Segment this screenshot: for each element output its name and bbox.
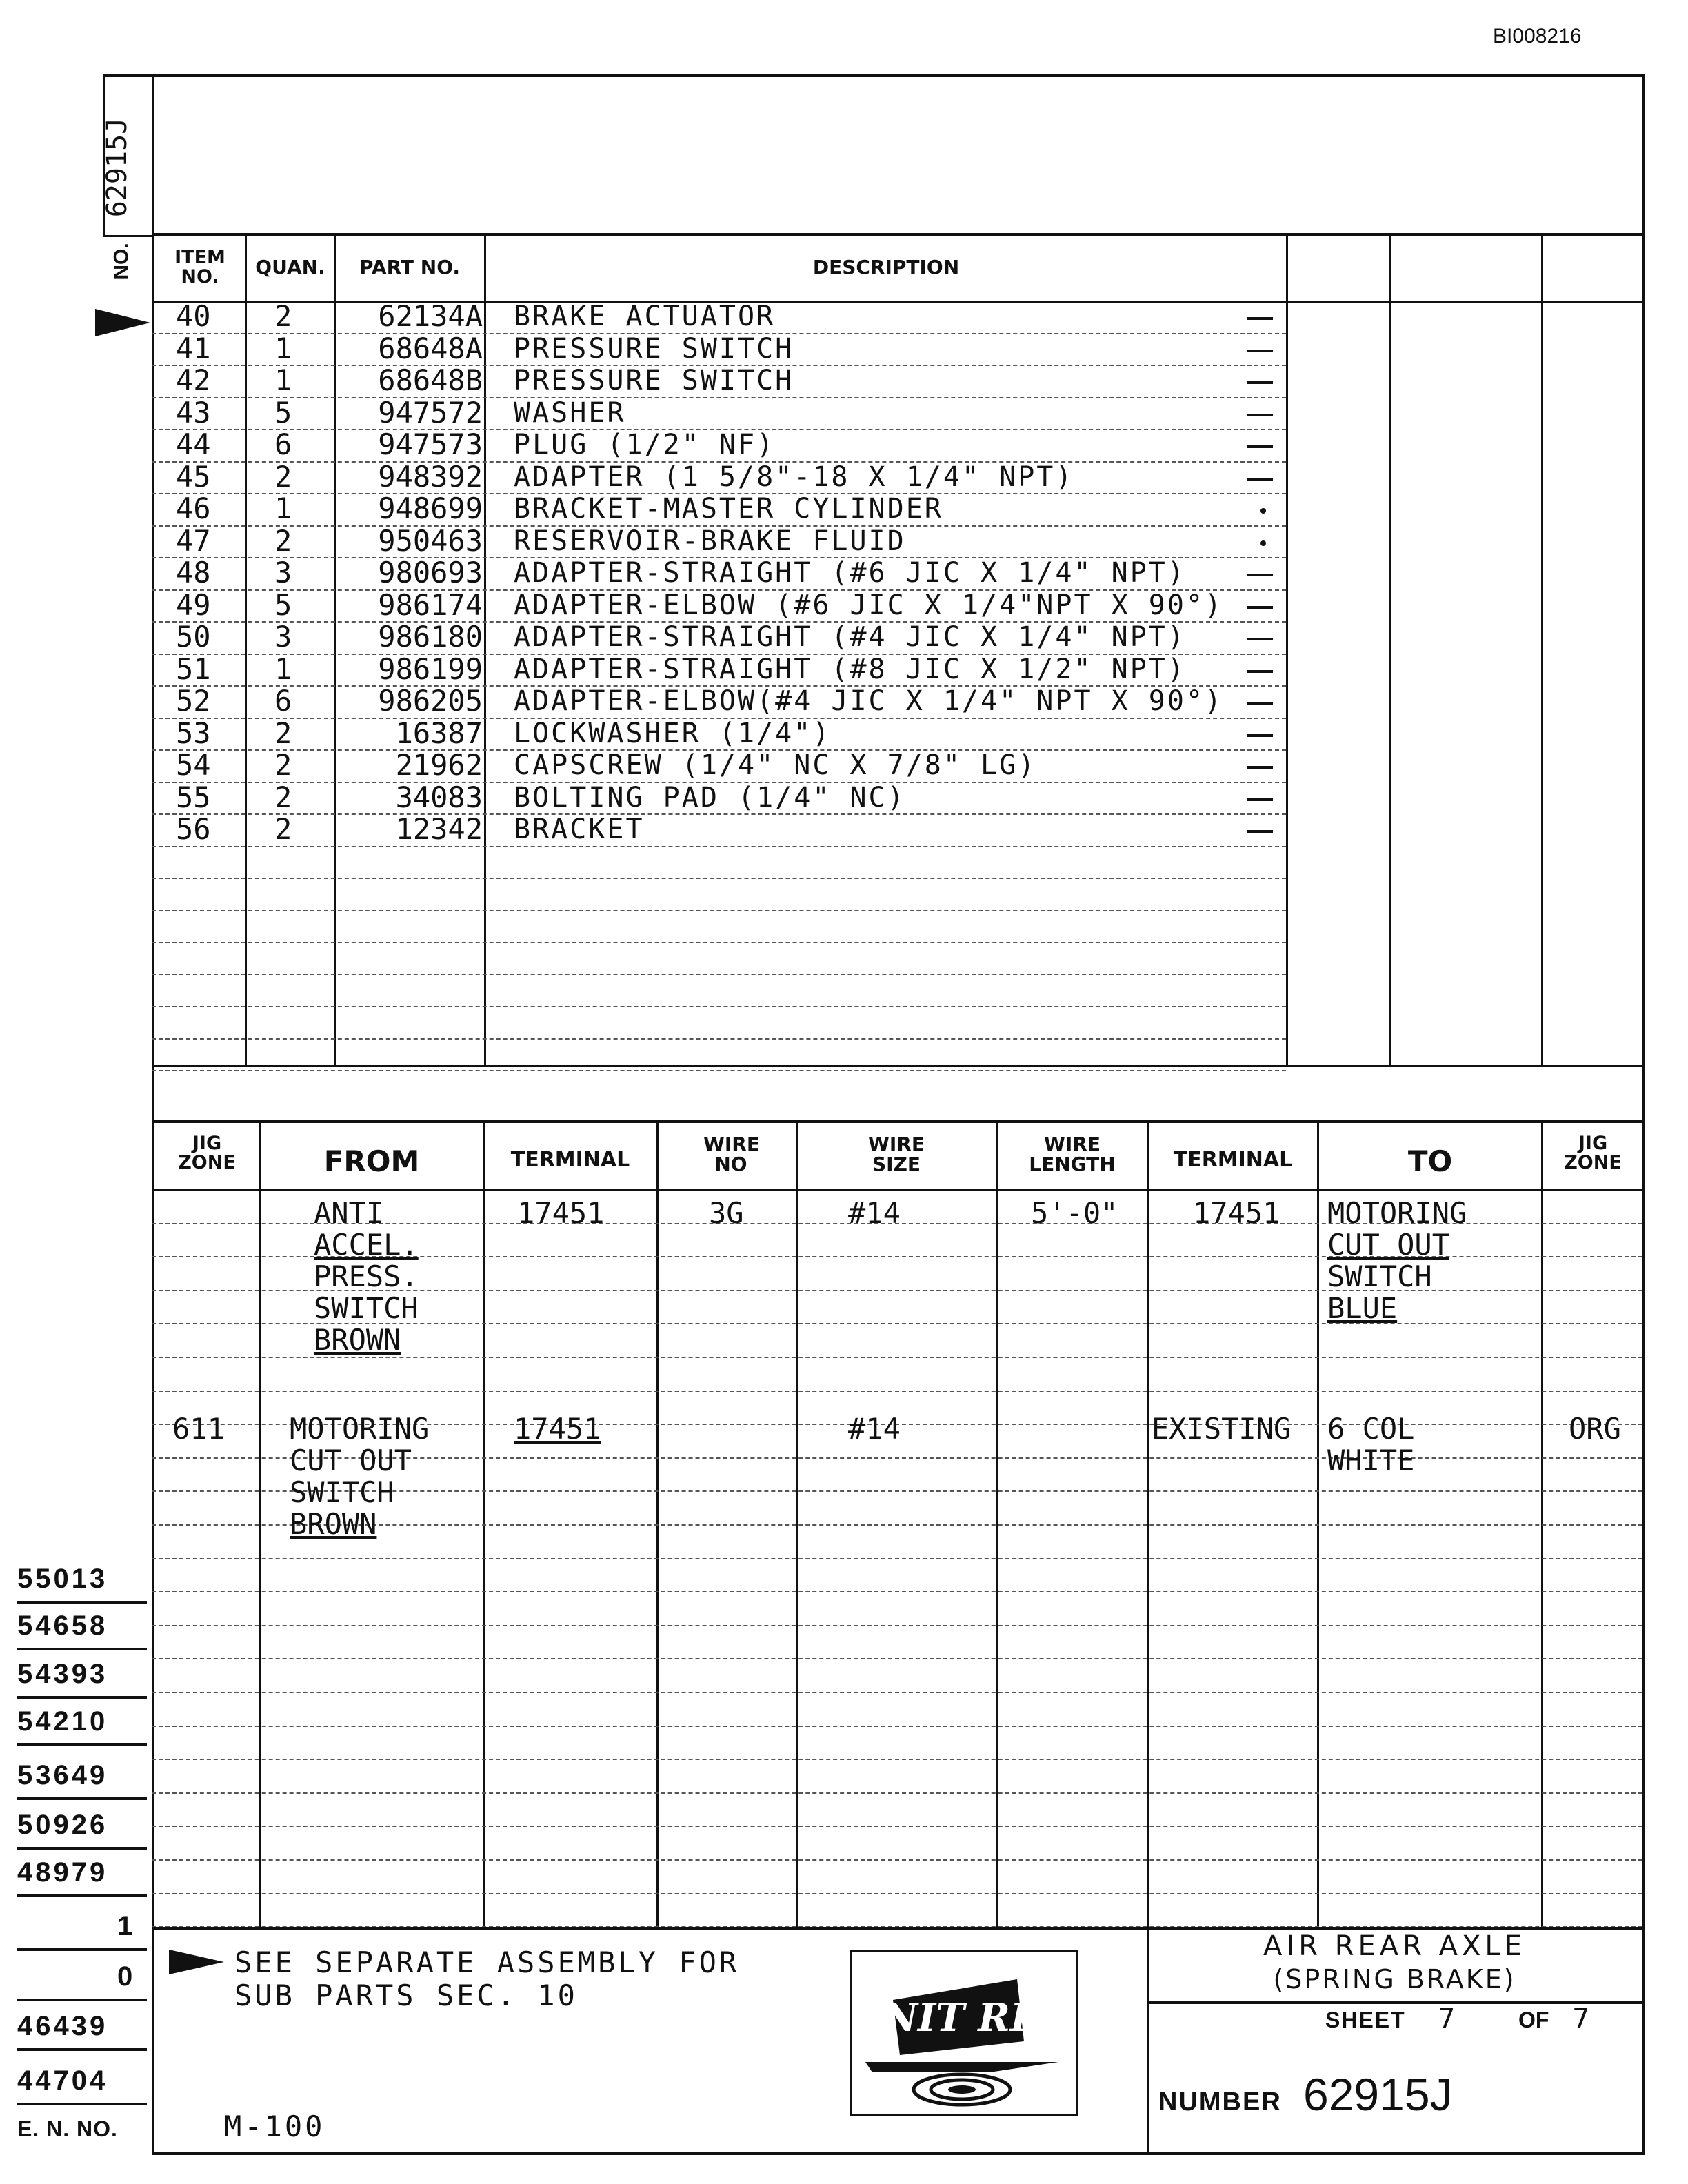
parts-row-line [152, 910, 1286, 911]
part-item-no: 48 [176, 556, 211, 589]
wire-2-from-2: SWITCH [290, 1475, 394, 1509]
parts-row-line [152, 1070, 1286, 1071]
part-quantity: 6 [274, 427, 292, 461]
part-number: 948699 [378, 492, 483, 525]
wire-row-line [152, 1726, 1642, 1727]
parts-row-line [152, 942, 1286, 943]
part-mark-dash [1247, 702, 1273, 705]
part-description: BRAKE ACTUATOR [514, 301, 776, 332]
wire-row-line [152, 1625, 1642, 1626]
eng-number: 54393 [17, 1659, 108, 1689]
eng-number: 0 [117, 1961, 136, 1992]
eng-number-line [17, 1847, 147, 1850]
eng-number: 48979 [17, 1857, 108, 1888]
number-label: NUMBER [1158, 2087, 1282, 2116]
eng-number: 50926 [17, 1810, 108, 1840]
part-quantity: 3 [274, 620, 292, 654]
col-header-to: TO [1407, 1144, 1453, 1178]
part-description: RESERVOIR-BRAKE FLUID [514, 525, 906, 557]
part-quantity: 3 [274, 556, 292, 589]
eng-number: 44704 [17, 2065, 108, 2096]
col-header-quan: QUAN. [255, 256, 325, 279]
part-number: 948392 [378, 459, 483, 494]
wire-row-line [152, 1558, 1642, 1559]
part-quantity: 1 [274, 363, 292, 397]
col-header-jig-zone-right: JIG ZONE [1564, 1133, 1622, 1174]
part-item-no: 54 [176, 748, 211, 782]
wire-2-terminal-right: EXISTING [1152, 1412, 1292, 1446]
part-description: PLUG (1/2" NF) [514, 429, 776, 461]
part-item-no: 53 [176, 716, 211, 750]
part-quantity: 5 [274, 587, 292, 622]
col-header-description: DESCRIPTION [812, 256, 960, 279]
sheet-of-label: OF [1518, 2008, 1549, 2032]
part-quantity: 6 [274, 684, 292, 718]
unit-rig-logo-graphic [852, 1952, 1076, 2114]
part-description: WASHER [514, 396, 626, 429]
part-description: PRESSURE SWITCH [514, 365, 794, 396]
part-mark-dash [1247, 734, 1273, 737]
wire-2-terminal-left: 17451 [514, 1412, 601, 1446]
eng-number-line [17, 1797, 147, 1800]
part-number: 947573 [378, 427, 483, 461]
part-quantity: 2 [274, 780, 292, 814]
part-item-no: 41 [176, 331, 211, 365]
parts-row-line [152, 397, 1286, 398]
wire-2-from-1: CUT OUT [290, 1444, 412, 1477]
part-item-no: 40 [176, 299, 211, 333]
part-number: 980693 [378, 556, 483, 589]
drawing-number: 62915J [1303, 2069, 1453, 2120]
part-quantity: 2 [274, 299, 292, 333]
wire-1-from-3: SWITCH [314, 1291, 419, 1325]
note-line-1: SEE SEPARATE ASSEMBLY FOR [234, 1945, 740, 1979]
wire-1-wire-size: #14 [848, 1196, 901, 1230]
part-description: ADAPTER (1 5/8"-18 X 1/4" NPT) [514, 461, 1074, 493]
part-number: 986180 [378, 620, 483, 654]
parts-rows [152, 299, 1286, 1060]
parts-row-line [152, 1006, 1286, 1007]
wire-1-from-2: PRESS. [314, 1260, 419, 1293]
parts-row-line [152, 974, 1286, 975]
part-mark-dot [1260, 540, 1266, 546]
part-description: PRESSURE SWITCH [514, 332, 794, 365]
form-number: M-100 [224, 2110, 325, 2143]
part-item-no: 42 [176, 363, 211, 397]
wire-row-line [152, 1792, 1642, 1794]
part-description: BRACKET-MASTER CYLINDER [514, 493, 943, 525]
wire-1-wire-length: 5'-0" [1031, 1196, 1118, 1230]
part-number: 950463 [378, 523, 483, 558]
part-mark-dash [1247, 766, 1273, 769]
wire-1-terminal-right: 17451 [1193, 1196, 1280, 1230]
part-description: ADAPTER-STRAIGHT (#8 JIC X 1/2" NPT) [514, 653, 1186, 685]
part-quantity: 2 [274, 459, 292, 494]
eng-number-line [17, 2048, 147, 2051]
part-number: 986174 [378, 587, 483, 622]
part-description: ADAPTER-ELBOW (#6 JIC X 1/4"NPT X 90°) [514, 589, 1224, 621]
wire-1-from-0: ANTI [314, 1196, 384, 1230]
eno-label: E. N. NO. [17, 2116, 118, 2141]
wire-row-line [152, 1859, 1642, 1861]
wire-1-from-4: BROWN [314, 1323, 401, 1357]
col-header-wire-no: WIRE NO [703, 1133, 760, 1176]
col-header-jig-zone-left: JIG ZONE [178, 1133, 236, 1174]
eng-number: 55013 [17, 1564, 108, 1594]
col-header-terminal-left: TERMINAL [510, 1148, 630, 1172]
part-number: 986199 [378, 651, 483, 686]
wire-row-line [152, 1391, 1642, 1392]
part-description: ADAPTER-STRAIGHT (#6 JIC X 1/4" NPT) [514, 557, 1186, 589]
parts-row-line [152, 846, 1286, 847]
part-quantity: 5 [274, 395, 292, 429]
part-mark-dash [1247, 798, 1273, 801]
part-quantity: 2 [274, 716, 292, 750]
part-description: ADAPTER-STRAIGHT (#4 JIC X 1/4" NPT) [514, 621, 1186, 653]
wire-2-wire-size: #14 [848, 1412, 901, 1446]
part-number: 34083 [395, 780, 483, 814]
eng-number-line [17, 1648, 147, 1650]
part-description: CAPSCREW (1/4" NC X 7/8" LG) [514, 749, 1037, 781]
wire-2-to-0: 6 COL [1327, 1412, 1415, 1446]
part-item-no: 43 [176, 395, 211, 429]
part-description: LOCKWASHER (1/4") [514, 717, 832, 749]
title-line-2: (SPRING BRAKE) [1273, 1964, 1516, 1994]
side-label: NO. [110, 243, 133, 280]
eng-number-line [17, 1743, 147, 1746]
col-header-terminal-right: TERMINAL [1173, 1148, 1293, 1172]
wire-2-from-0: MOTORING [290, 1412, 430, 1446]
part-item-no: 50 [176, 620, 211, 654]
part-quantity: 2 [274, 523, 292, 558]
part-item-no: 47 [176, 523, 211, 558]
eng-number: 53649 [17, 1760, 108, 1790]
part-number: 12342 [395, 812, 483, 846]
wire-1-to-0: MOTORING [1327, 1196, 1467, 1230]
wire-2-jig-zone-left: 611 [172, 1412, 225, 1446]
wire-1-to-1: CUT OUT [1327, 1228, 1450, 1262]
eng-number-line [17, 1696, 147, 1699]
part-mark-dash [1247, 830, 1273, 833]
part-number: 68648A [378, 331, 483, 365]
wire-1-from-1: ACCEL. [314, 1228, 419, 1262]
wire-2-from-3: BROWN [290, 1507, 377, 1541]
wire-row-line [152, 1357, 1642, 1358]
part-quantity: 1 [274, 492, 292, 525]
wire-1-wire-no: 3G [709, 1196, 744, 1230]
col-header-wire-size: WIRE SIZE [868, 1133, 925, 1176]
part-number: 68648B [378, 363, 483, 397]
eng-number-line [17, 1894, 147, 1897]
wire-row-line [152, 1759, 1642, 1760]
part-number: 16387 [395, 716, 483, 750]
parts-row-line [152, 813, 1286, 815]
sheet-label: SHEET [1325, 2008, 1406, 2032]
unit-rig-logo [850, 1950, 1078, 2116]
sheet-number: 7 [1438, 2003, 1456, 2035]
part-quantity: 1 [274, 651, 292, 686]
part-mark-dot [1260, 508, 1266, 514]
eng-number-line [17, 1601, 147, 1604]
wire-table [152, 1120, 1642, 1927]
part-item-no: 44 [176, 427, 211, 461]
part-mark-dash [1247, 445, 1273, 448]
wire-2-to-1: WHITE [1327, 1444, 1415, 1477]
part-quantity: 2 [274, 812, 292, 846]
part-number: 62134A [378, 299, 483, 333]
parts-row-line [152, 878, 1286, 879]
part-number: 947572 [378, 395, 483, 429]
part-mark-dash [1247, 317, 1273, 320]
part-quantity: 1 [274, 331, 292, 365]
eng-number: 46439 [17, 2011, 108, 2041]
part-item-no: 49 [176, 587, 211, 622]
part-mark-dash [1247, 414, 1273, 416]
part-mark-dash [1247, 381, 1273, 384]
part-description: ADAPTER-ELBOW(#4 JIC X 1/4" NPT X 90°) [514, 685, 1224, 717]
wire-row-line [152, 1893, 1642, 1894]
eng-number: 54658 [17, 1610, 108, 1641]
logo-text: UNIT RIG [852, 1995, 1061, 2041]
part-description: BOLTING PAD (1/4" NC) [514, 781, 906, 813]
parts-row-line [152, 1038, 1286, 1040]
wire-row-line [152, 1692, 1642, 1693]
note-arrow-icon [169, 1950, 224, 1974]
col-header-wire-length: WIRE LENGTH [1029, 1133, 1116, 1176]
part-mark-dash [1247, 638, 1273, 640]
part-mark-dash [1247, 606, 1273, 609]
wire-1-to-3: BLUE [1327, 1291, 1398, 1325]
title-line-1: AIR REAR AXLE [1263, 1930, 1526, 1962]
wire-1-terminal-left: 17451 [517, 1196, 605, 1230]
part-item-no: 52 [176, 684, 211, 718]
wire-2-jig-zone-right: ORG [1569, 1412, 1621, 1446]
part-item-no: 46 [176, 492, 211, 525]
part-mark-dash [1247, 670, 1273, 673]
wire-1-to-2: SWITCH [1327, 1260, 1432, 1293]
wire-row-line [152, 1658, 1642, 1659]
col-header-from: FROM [323, 1144, 420, 1178]
eng-number: 54210 [17, 1706, 108, 1737]
part-item-no: 56 [176, 812, 211, 846]
document-id: BI008216 [1493, 25, 1582, 48]
part-description: BRACKET [514, 813, 645, 845]
part-item-no: 45 [176, 459, 211, 494]
part-mark-dash [1247, 478, 1273, 481]
eng-number-line [17, 1999, 147, 2001]
part-number: 21962 [395, 748, 483, 782]
parts-table [152, 233, 1642, 1067]
part-mark-dash [1247, 574, 1273, 576]
eng-number-line [17, 1948, 147, 1951]
note-line-2: SUB PARTS SEC. 10 [234, 1979, 578, 2012]
eng-number-line [17, 2103, 147, 2105]
wire-row-line [152, 1591, 1642, 1593]
col-header-item: ITEM NO. [174, 247, 225, 288]
eng-number: 1 [117, 1911, 136, 1941]
side-number-text: 62915J [101, 117, 133, 218]
part-item-no: 51 [176, 651, 211, 686]
wire-row-line [152, 1826, 1642, 1827]
part-mark-dash [1247, 350, 1273, 352]
part-item-no: 55 [176, 780, 211, 814]
sheet-total: 7 [1572, 2003, 1590, 2035]
part-quantity: 2 [274, 748, 292, 782]
engineering-numbers [0, 0, 159, 2184]
col-header-part-no: PART NO. [359, 256, 461, 279]
part-number: 986205 [378, 684, 483, 718]
